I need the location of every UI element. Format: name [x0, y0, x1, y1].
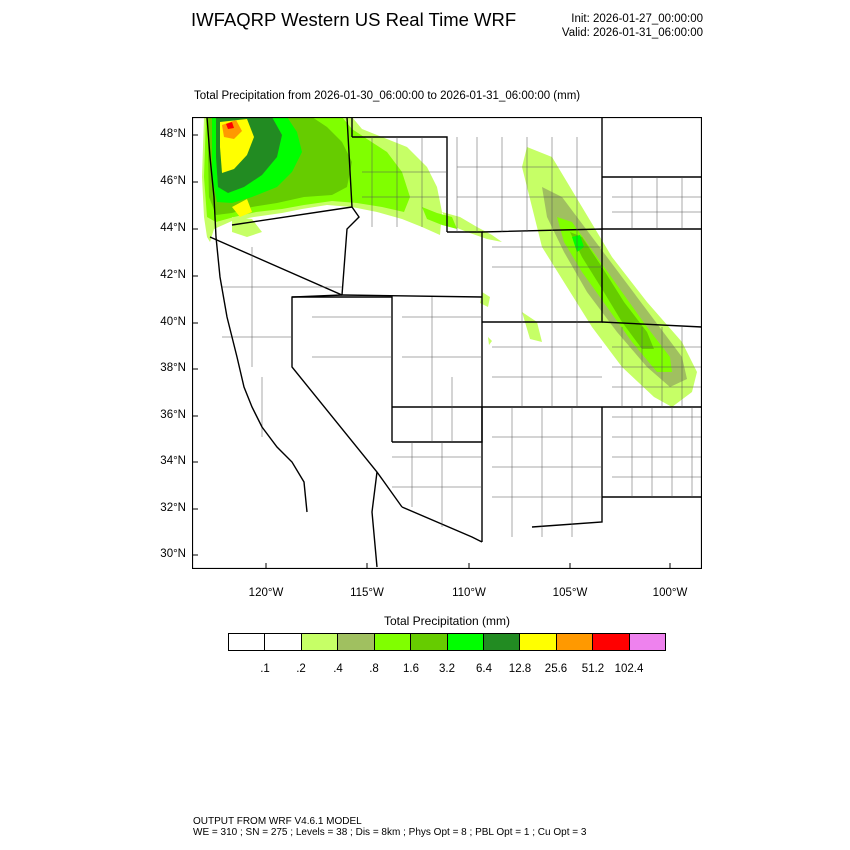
- precip-map: [192, 117, 702, 569]
- lat-label-40: 40°N: [160, 316, 186, 328]
- lat-label-30: 30°N: [160, 548, 186, 560]
- lat-label-44: 44°N: [160, 222, 186, 234]
- map-canvas: [192, 117, 702, 569]
- legend-swatch-10: [593, 634, 629, 650]
- lat-label-42: 42°N: [160, 269, 186, 281]
- precip-plains-band: [480, 147, 697, 407]
- legend-label: 51.2: [581, 663, 605, 675]
- lat-label-32: 32°N: [160, 502, 186, 514]
- lon-label-100: 100°W: [652, 587, 688, 599]
- legend-label: .8: [369, 663, 379, 675]
- legend-swatch-11: [630, 634, 665, 650]
- legend-label: 12.8: [508, 663, 532, 675]
- lon-label-110: 110°W: [452, 587, 486, 599]
- legend-label: 25.6: [544, 663, 568, 675]
- model-footer: [193, 816, 586, 838]
- valid-time: Valid: 2026-01-31_06:00:00: [561, 27, 703, 39]
- lon-label-115: 115°W: [350, 587, 384, 599]
- lon-label-120: 120°W: [248, 587, 284, 599]
- footer-line-1: OUTPUT FROM WRF V4.6.1 MODEL: [193, 816, 362, 827]
- lat-label-46: 46°N: [160, 175, 186, 187]
- legend-label: 102.4: [614, 663, 644, 675]
- legend-swatch-8: [520, 634, 556, 650]
- init-time: Init: 2026-01-27_00:00:00: [571, 13, 703, 25]
- legend-swatch-3: [338, 634, 374, 650]
- lat-label-34: 34°N: [160, 455, 186, 467]
- legend-colorbar: [228, 633, 666, 651]
- legend-swatch-4: [375, 634, 411, 650]
- legend-label: 6.4: [476, 663, 492, 675]
- legend-swatch-2: [302, 634, 338, 650]
- legend-label: .1: [260, 663, 270, 675]
- legend-label: 3.2: [439, 663, 455, 675]
- legend-title: Total Precipitation (mm): [383, 614, 511, 628]
- map-subtitle: Total Precipitation from 2026-01-30_06:00:00 to 2026-01-31_06:00:00 (mm): [194, 90, 581, 102]
- legend-swatch-5: [411, 634, 447, 650]
- lat-label-36: 36°N: [160, 409, 186, 421]
- run-times: [562, 12, 703, 40]
- legend-swatch-9: [557, 634, 593, 650]
- legend-label: .4: [333, 663, 343, 675]
- lat-label-48: 48°N: [160, 128, 186, 140]
- legend-label: .2: [296, 663, 306, 675]
- plot-title: IWFAQRP Western US Real Time WRF: [191, 9, 517, 30]
- footer-line-2: WE = 310 ; SN = 275 ; Levels = 38 ; Dis = 8km ; Phys Opt = 8 ; PBL Opt = 1 ; Cu Opt = 3: [193, 827, 587, 838]
- legend-label: 1.6: [403, 663, 419, 675]
- legend-swatch-1: [265, 634, 301, 650]
- lat-label-38: 38°N: [160, 362, 186, 374]
- legend-swatch-6: [448, 634, 484, 650]
- lon-label-105: 105°W: [552, 587, 588, 599]
- legend-swatch-7: [484, 634, 520, 650]
- legend-swatch-0: [229, 634, 265, 650]
